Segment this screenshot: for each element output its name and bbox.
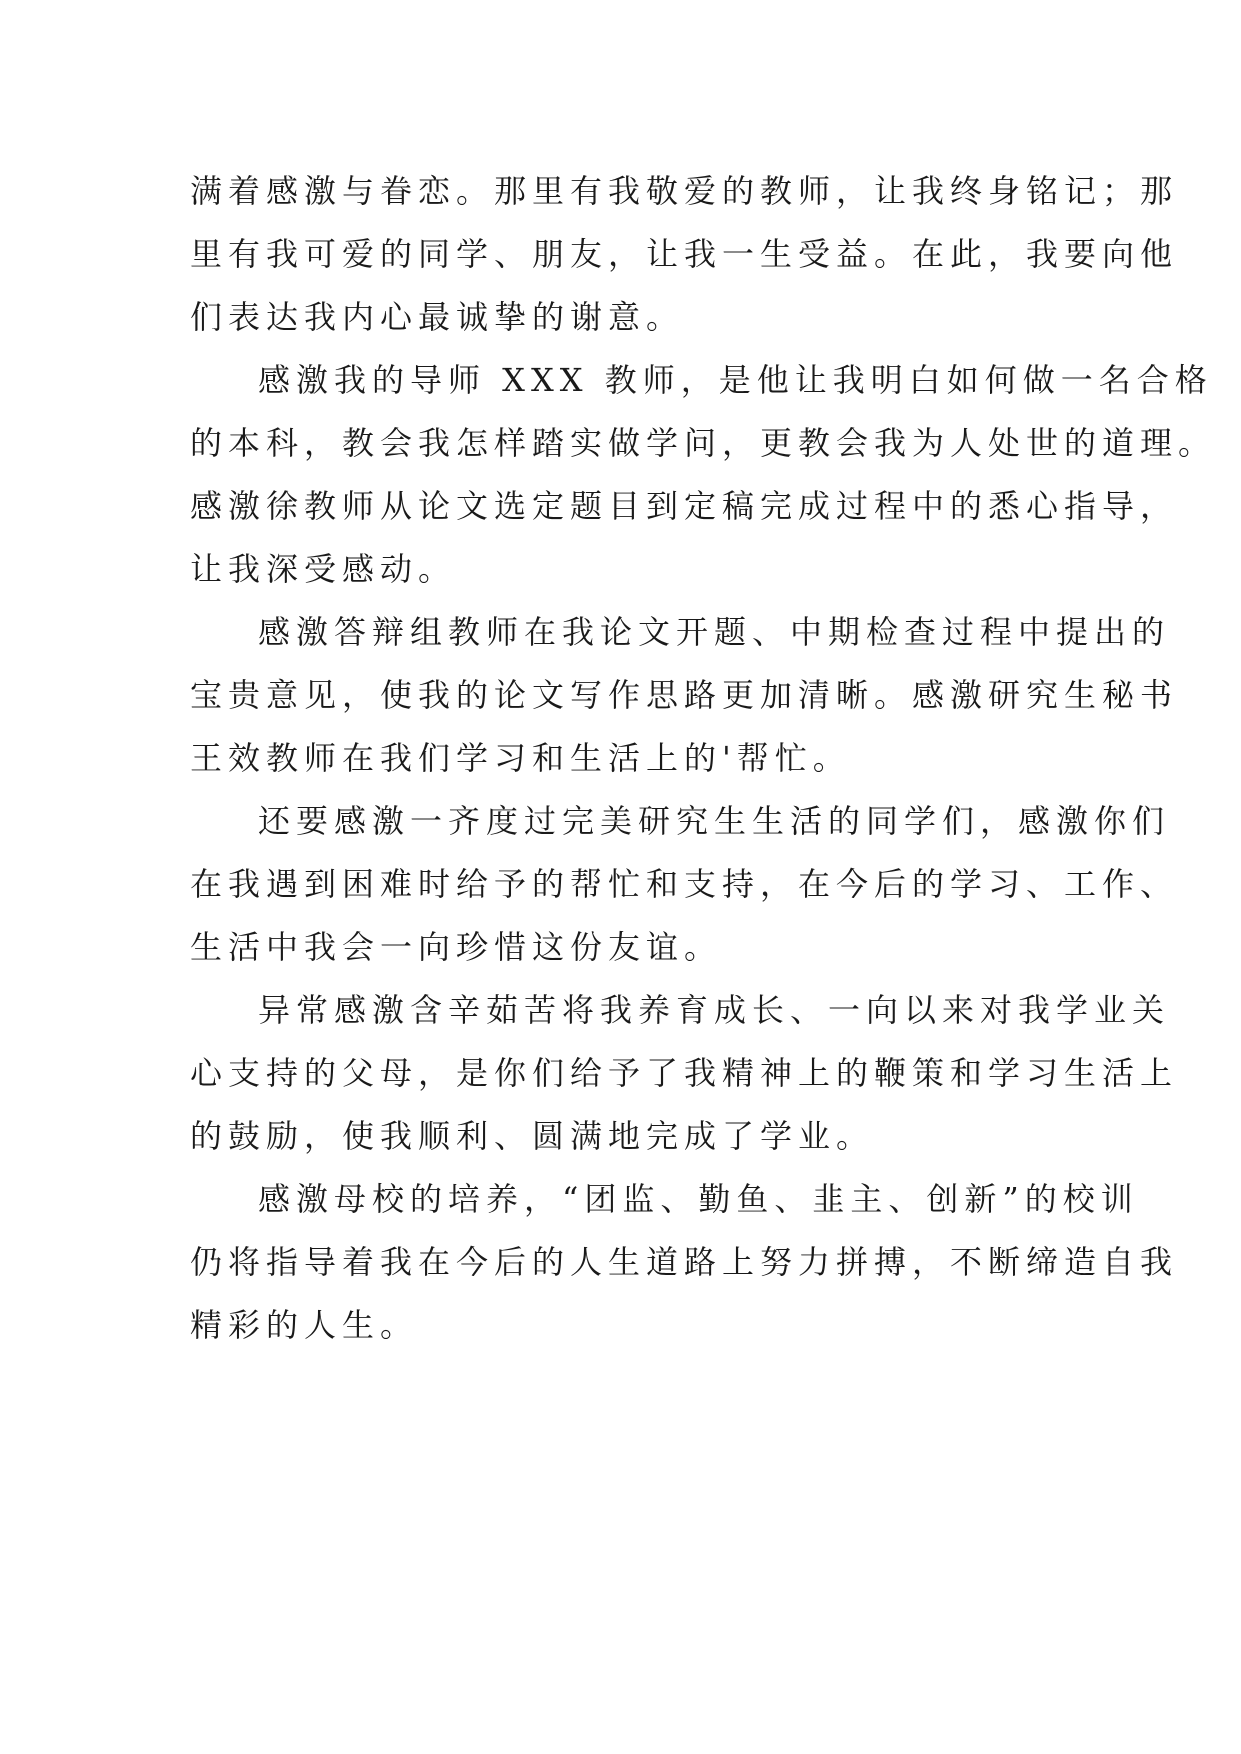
text-line: 在我遇到困难时给予的帮忙和支持，在今后的学习、工作、 — [190, 865, 1179, 903]
text-line: 还要感激一齐度过完美研究生生活的同学们，感激你们 — [258, 802, 1171, 840]
text-line: 的本科，教会我怎样踏实做学问，更教会我为人处世的道理。 — [190, 424, 1217, 462]
document-body — [190, 160, 1217, 1357]
text-line: 王效教师在我们学习和生活上的'帮忙。 — [190, 739, 851, 777]
text-line: 异常感激含辛茹苦将我养育成长、一向以来对我学业关 — [258, 991, 1171, 1029]
text-line: 感激徐教师从论文选定题目到定稿完成过程中的悉心指导， — [190, 487, 1179, 525]
text-line: 感激答辩组教师在我论文开题、中期检查过程中提出的 — [258, 613, 1171, 651]
text-line: 感激母校的培养，“团监、勤鱼、韭主、创新”的校训 — [258, 1180, 1139, 1218]
text-line: 宝贵意见，使我的论文写作思路更加清晰。感激研究生秘书 — [190, 676, 1179, 714]
text-line: 生活中我会一向珍惜这份友谊。 — [190, 928, 723, 966]
text-line: 感激我的导师 XXX 教师，是他让我明白如何做一名合格 — [258, 361, 1213, 399]
text-line: 让我深受感动。 — [190, 550, 457, 588]
text-line: 满着感激与眷恋。那里有我敬爱的教师，让我终身铭记；那 — [190, 172, 1179, 210]
text-line: 的鼓励，使我顺利、圆满地完成了学业。 — [190, 1117, 875, 1155]
text-line: 里有我可爱的同学、朋友，让我一生受益。在此，我要向他 — [190, 235, 1179, 273]
text-line: 们表达我内心最诚挚的谢意。 — [190, 298, 685, 336]
text-line: 精彩的人生。 — [190, 1306, 419, 1344]
text-line: 心支持的父母，是你们给予了我精神上的鞭策和学习生活上 — [190, 1054, 1179, 1092]
text-line: 仍将指导着我在今后的人生道路上努力拼搏，不断缔造自我 — [190, 1243, 1179, 1281]
